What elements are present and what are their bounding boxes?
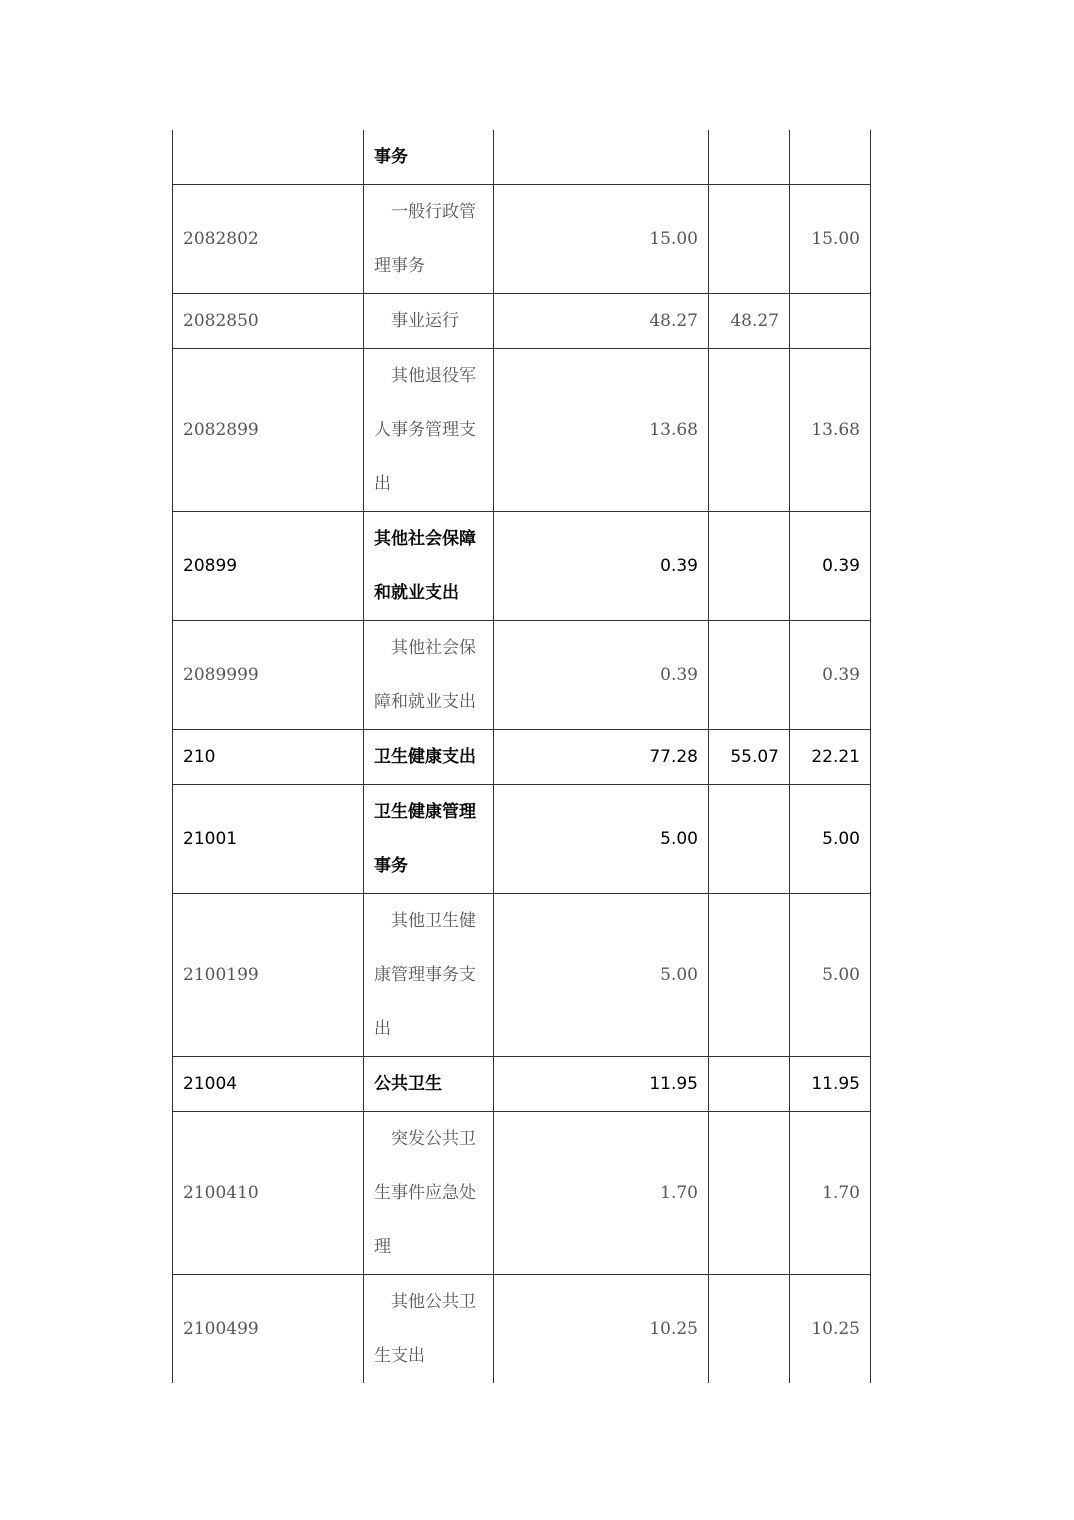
row-code-cell: 21004 [173, 1057, 364, 1112]
row-total-cell: 13.68 [494, 349, 709, 512]
row-basic-cell: 55.07 [709, 730, 790, 785]
row-code-cell: 21001 [173, 785, 364, 894]
row-total-cell: 5.00 [494, 894, 709, 1057]
row-name-cell: 卫生健康管理事务 [364, 785, 494, 894]
row-total-cell: 15.00 [494, 185, 709, 294]
row-name-cell: 事业运行 [364, 294, 494, 349]
row-name-cell: 突发公共卫生事件应急处理 [364, 1112, 494, 1275]
row-project-cell: 15.00 [790, 185, 871, 294]
row-project-cell: 10.25 [790, 1275, 871, 1384]
row-project-cell [790, 130, 871, 185]
budget-expenditure-table [172, 130, 871, 1383]
row-project-cell: 5.00 [790, 894, 871, 1057]
row-basic-cell [709, 185, 790, 294]
table-row [173, 730, 871, 785]
table-row [173, 1112, 871, 1275]
row-code-cell [173, 130, 364, 185]
row-total-cell: 77.28 [494, 730, 709, 785]
row-code-cell: 2100499 [173, 1275, 364, 1384]
row-total-cell [494, 130, 709, 185]
row-basic-cell [709, 349, 790, 512]
row-total-cell: 10.25 [494, 1275, 709, 1384]
row-code-cell: 2100199 [173, 894, 364, 1057]
table-row [173, 349, 871, 512]
table-row [173, 512, 871, 621]
row-code-cell: 2089999 [173, 621, 364, 730]
row-project-cell: 11.95 [790, 1057, 871, 1112]
row-name-cell: 一般行政管理事务 [364, 185, 494, 294]
row-name-cell: 其他公共卫生支出 [364, 1275, 494, 1384]
row-basic-cell [709, 130, 790, 185]
row-basic-cell [709, 785, 790, 894]
row-code-cell: 2082802 [173, 185, 364, 294]
row-code-cell: 210 [173, 730, 364, 785]
table-row [173, 130, 871, 185]
row-project-cell: 5.00 [790, 785, 871, 894]
table-row [173, 1057, 871, 1112]
row-code-cell: 2082899 [173, 349, 364, 512]
row-project-cell: 0.39 [790, 621, 871, 730]
row-code-cell: 20899 [173, 512, 364, 621]
row-basic-cell: 48.27 [709, 294, 790, 349]
row-project-cell: 1.70 [790, 1112, 871, 1275]
row-total-cell: 1.70 [494, 1112, 709, 1275]
row-total-cell: 11.95 [494, 1057, 709, 1112]
table-row [173, 894, 871, 1057]
row-basic-cell [709, 621, 790, 730]
row-total-cell: 5.00 [494, 785, 709, 894]
row-code-cell: 2082850 [173, 294, 364, 349]
table-row [173, 785, 871, 894]
row-project-cell [790, 294, 871, 349]
row-basic-cell [709, 512, 790, 621]
row-name-cell: 其他退役军人事务管理支出 [364, 349, 494, 512]
row-name-cell: 其他卫生健康管理事务支出 [364, 894, 494, 1057]
row-basic-cell [709, 1057, 790, 1112]
row-total-cell: 0.39 [494, 621, 709, 730]
row-name-cell: 事务 [364, 130, 494, 185]
row-name-cell: 卫生健康支出 [364, 730, 494, 785]
table-row [173, 185, 871, 294]
row-basic-cell [709, 1112, 790, 1275]
table-row [173, 294, 871, 349]
row-project-cell: 22.21 [790, 730, 871, 785]
row-project-cell: 0.39 [790, 512, 871, 621]
table-row [173, 1275, 871, 1384]
row-total-cell: 0.39 [494, 512, 709, 621]
row-name-cell: 公共卫生 [364, 1057, 494, 1112]
row-basic-cell [709, 1275, 790, 1384]
row-code-cell: 2100410 [173, 1112, 364, 1275]
row-basic-cell [709, 894, 790, 1057]
row-name-cell: 其他社会保障和就业支出 [364, 512, 494, 621]
row-project-cell: 13.68 [790, 349, 871, 512]
table-row [173, 621, 871, 730]
row-total-cell: 48.27 [494, 294, 709, 349]
row-name-cell: 其他社会保障和就业支出 [364, 621, 494, 730]
table-body [173, 130, 871, 1383]
